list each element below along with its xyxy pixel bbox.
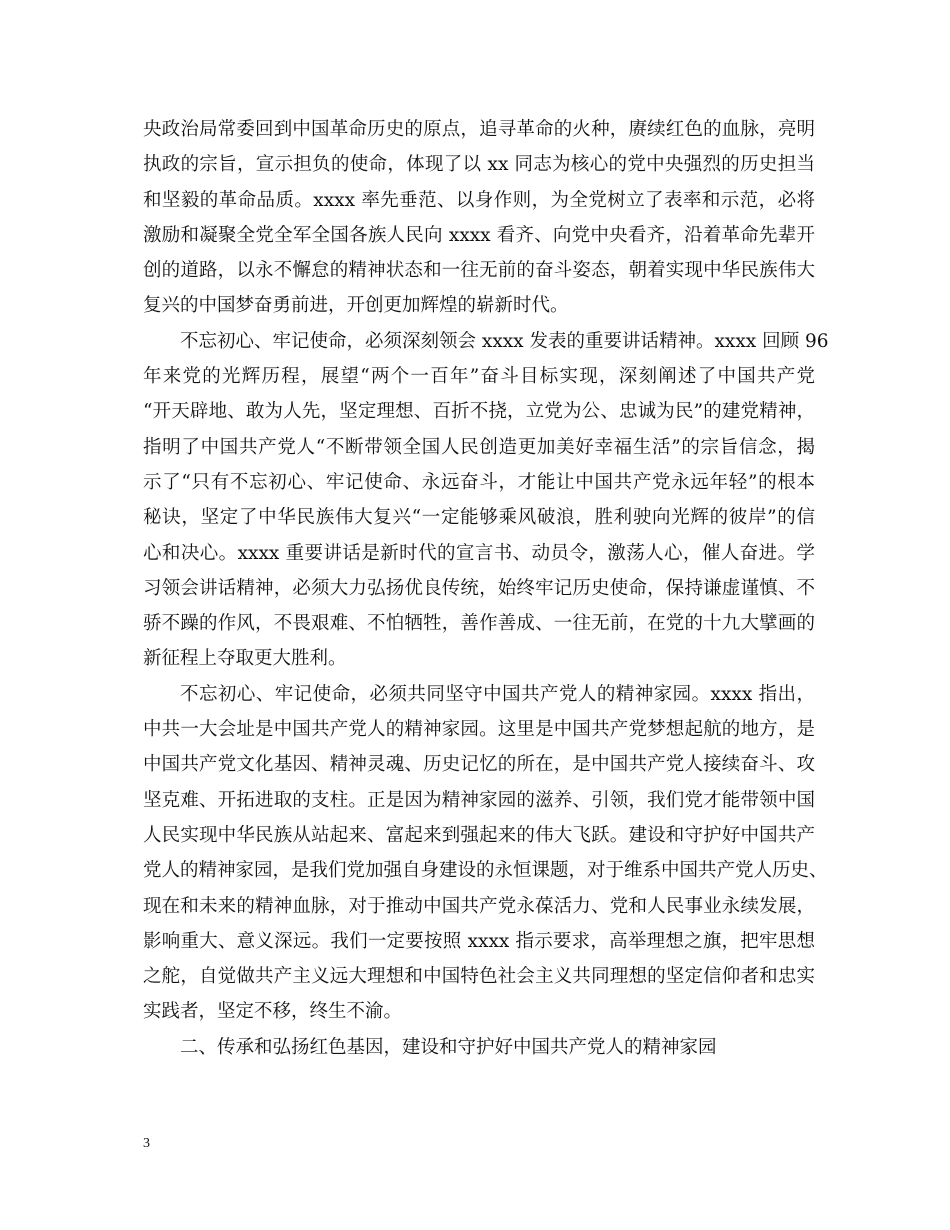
text-line: 年来党的光辉历程，展望“两个一百年”奋斗目标实现，深刻阐述了中国共产党 bbox=[143, 366, 815, 388]
text-line: 人民实现中华民族从站起来、富起来到强起来的伟大飞跃。建设和守护好中国共产 bbox=[143, 824, 815, 846]
section-heading: 二、传承和弘扬红色基因，建设和守护好中国共产党人的精神家园 bbox=[180, 1036, 717, 1058]
text-line: 创的道路，以永不懈怠的精神状态和一往无前的奋斗姿态，朝着实现中华民族伟大 bbox=[143, 260, 815, 282]
text-line: 习领会讲话精神，必须大力弘扬优良传统，始终牢记历史使命，保持谦虚谨慎、不 bbox=[143, 577, 815, 599]
paragraph-first-line: 不忘初心、牢记使命，必须共同坚守中国共产党人的精神家园。xxxx 指出， bbox=[180, 683, 815, 705]
text-line: 骄不躁的作风，不畏艰难、不怕牺牲，善作善成、一往无前，在党的十九大擘画的 bbox=[143, 613, 815, 635]
text-line: 新征程上夺取更大胜利。 bbox=[143, 648, 347, 670]
text-line: 央政治局常委回到中国革命历史的原点，追寻革命的火种，赓续红色的血脉，亮明 bbox=[143, 119, 815, 140]
text-line: 指明了中国共产党人“不断带领全国人民创造更加美好幸福生活”的宗旨信念，揭 bbox=[143, 436, 815, 458]
body-text bbox=[143, 112, 829, 1065]
page-number: 3 bbox=[143, 1136, 150, 1151]
text-line: 激励和凝聚全党全军全国各族人民向 xxxx 看齐、向党中央看齐，沿着革命先辈开 bbox=[143, 224, 815, 246]
text-line: 党人的精神家园，是我们党加强自身建设的永恒课题，对于维系中国共产党人历史、 bbox=[143, 860, 828, 882]
text-line: 心和决心。xxxx 重要讲话是新时代的宣言书、动员令，激荡人心，催人奋进。学 bbox=[143, 542, 815, 564]
text-line: “开天辟地、敢为人先，坚定理想、百折不挠，立党为公、忠诚为民”的建党精神， bbox=[143, 401, 815, 423]
text-line: 秘诀，坚定了中华民族伟大复兴“一定能够乘风破浪，胜利驶向光辉的彼岸”的信 bbox=[143, 507, 815, 529]
paragraph-first-line: 不忘初心、牢记使命，必须深刻领会 xxxx 发表的重要讲话精神。xxxx 回顾 96 bbox=[180, 330, 829, 352]
text-line: 之舵，自觉做共产主义远大理想和中国特色社会主义共同理想的坚定信仰者和忠实 bbox=[143, 966, 815, 988]
text-line: 中共一大会址是中国共产党人的精神家园。这里是中国共产党梦想起航的地方，是 bbox=[143, 719, 815, 741]
text-line: 中国共产党文化基因、精神灵魂、历史记忆的所在，是中国共产党人接续奋斗、攻 bbox=[143, 754, 815, 776]
text-line: 和坚毅的革命品质。xxxx 率先垂范、以身作则，为全党树立了表率和示范，必将 bbox=[143, 189, 815, 211]
text-line: 实践者，坚定不移，终生不渝。 bbox=[143, 1001, 403, 1023]
text-line: 执政的宗旨，宣示担负的使命，体现了以 xx 同志为核心的党中央强烈的历史担当 bbox=[143, 154, 815, 176]
text-line: 现在和未来的精神血脉，对于推动中国共产党永葆活力、党和人民事业永续发展， bbox=[143, 895, 815, 917]
text-line: 复兴的中国梦奋勇前进，开创更加辉煌的崭新时代。 bbox=[143, 295, 569, 317]
text-line: 坚克难、开拓进取的支柱。正是因为精神家园的滋养、引领，我们党才能带领中国 bbox=[143, 789, 815, 811]
text-line: 影响重大、意义深远。我们一定要按照 xxxx 指示要求，高举理想之旗，把牢思想 bbox=[143, 930, 815, 952]
text-line: 示了“只有不忘初心、牢记使命、永远奋斗，才能让中国共产党永远年轻”的根本 bbox=[143, 471, 815, 493]
